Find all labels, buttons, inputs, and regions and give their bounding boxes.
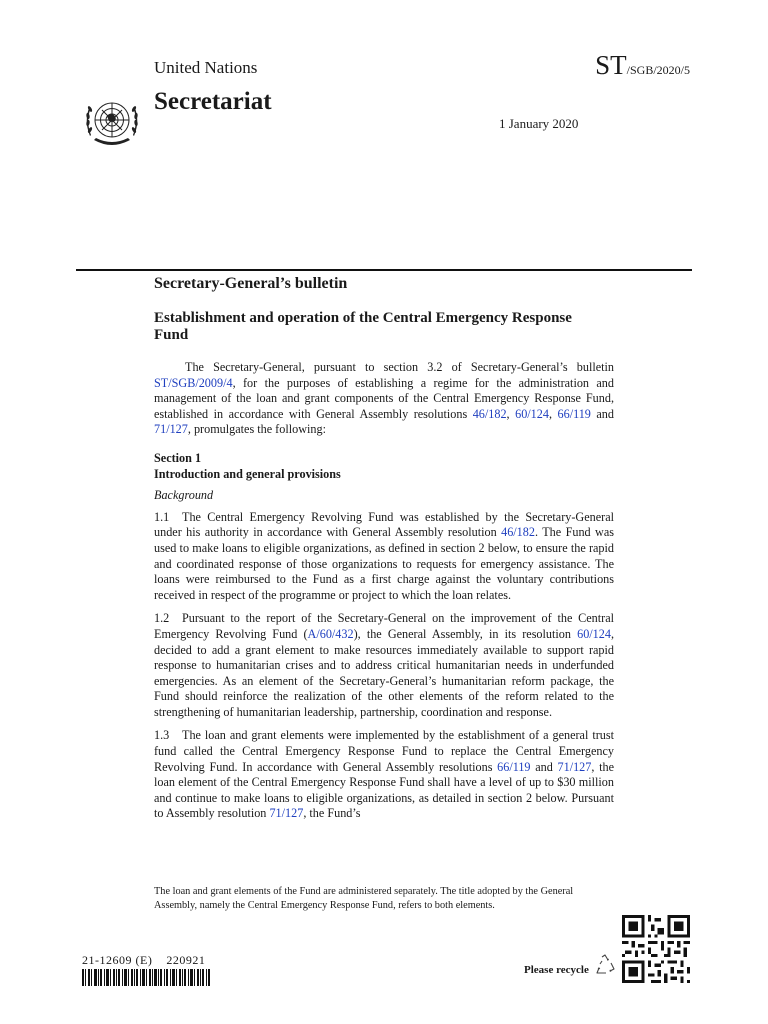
p2-text-3: , decided to add a grant element to make resources immediately available to support rapid response to humanitarian crises and to address critical humanitarian needs in underfunded emergencies. As an element of the Secretary-General’s humanitarian reform package, the Fund should reinforce the realization of the other elements of the reform related to the strengthening of humanitarian leadership, partnership, coordination and response. [154,626,614,719]
intro-text-3: , [506,406,516,421]
paragraph-1-1 [154,510,614,604]
link-resolution-66-119[interactable]: 66/119 [557,406,591,421]
document-title: Establishment and operation of the Central Emergency Response Fund [154,310,572,343]
intro-text-1: The Secretary-General, pursuant to section 3.2 of Secretary-General’s bulletin [185,360,614,374]
link-resolution-46-182[interactable]: 46/182 [501,525,535,540]
intro-text-6: , promulgates the following: [187,422,326,437]
section-title: Introduction and general provisions [154,466,341,481]
p2-text-2: ), the General Assembly, in its resolution [353,626,578,641]
link-a-60-432[interactable]: A/60/432 [307,626,354,641]
qr-code-icon [622,915,690,983]
document-symbol [595,50,690,81]
link-resolution-60-124[interactable]: 60/124 [577,626,611,641]
document-date: 1 January 2020 [499,116,579,131]
paragraph-number: 1.3 [154,728,170,743]
p3-text-2: and [530,759,558,774]
intro-text-4: , [548,406,558,421]
p1-text-1: The Central Emergency Revolving Fund was established by the Secretary-General under his authority in accordance with General Assembly resolution [154,509,614,540]
link-resolution-66-119[interactable]: 66/119 [497,759,531,774]
intro-text-5: and [590,406,614,421]
footnote: The loan and grant elements of the Fund are administered separately. The title adopted by the General Assembly, namely the Central Emergency Response Fund, refers to both elements. [154,886,574,911]
link-resolution-46-182[interactable]: 46/182 [472,406,507,421]
paragraph-number: 1.1 [154,509,170,524]
link-st-sgb-2009-4[interactable]: ST/SGB/2009/4 [154,375,233,390]
p3-text-3: , the loan element of the Central Emergency Response Fund shall have a level of up to $30 million and continue to make loans to eligible organizations, as detailed in section 2 below. Pursuant to Assembly resolution [154,759,614,821]
recycle-icon [593,953,617,977]
intro-paragraph [154,360,614,438]
document-body [154,360,614,830]
intro-text-2: , for the purposes of establishing a regime for the administration and management of the loan and grant components of the Central Emergency Response Fund, established in accordance with General Assembly resolutions [154,375,614,421]
link-resolution-60-124[interactable]: 60/124 [515,406,549,421]
p3-text-1: The loan and grant elements were implemented by the establishment of a general trust fund called the Central Emergency Response Fund to replace the Central Emergency Revolving Fund. In accordance with General Assembly resolutions [154,728,614,774]
organ-title: Secretariat [154,88,272,115]
subheading-background: Background [154,488,214,503]
organization-name: United Nations [154,58,258,77]
symbol-suffix: /SGB/2020/5 [626,63,690,77]
link-resolution-71-127[interactable]: 71/127 [557,759,592,774]
p1-text-2: . The Fund was used to make loans to eligible organizations, as defined in section 2 below, to ensure the rapid and coordinated response of those organizations to requests for emergency assistance. The loans were reimbursed to the Fund as a first charge against the voluntary contributions received in respect of the programme or project to which the loan relates. [154,525,614,602]
p2-text-1: Pursuant to the report of the Secretary-General on the improvement of the Central Emergency Revolving Fund ( [154,611,614,641]
job-number: 21-12609 (E) 220921 [82,953,206,967]
paragraph-1-3 [154,728,614,822]
bulletin-label: Secretary-General’s bulletin [154,275,348,292]
recycle-label: Please recycle [524,964,589,976]
paragraph-1-2 [154,611,614,720]
p3-text-4: , the Fund’s [303,806,361,821]
header-divider [76,269,692,271]
paragraph-number: 1.2 [154,611,170,626]
link-resolution-71-127[interactable]: 71/127 [269,806,304,821]
un-emblem-icon [80,90,144,154]
barcode-icon [82,969,210,986]
symbol-prefix: ST [595,50,627,80]
section-number: Section 1 [154,450,202,465]
link-resolution-71-127[interactable]: 71/127 [154,422,188,437]
